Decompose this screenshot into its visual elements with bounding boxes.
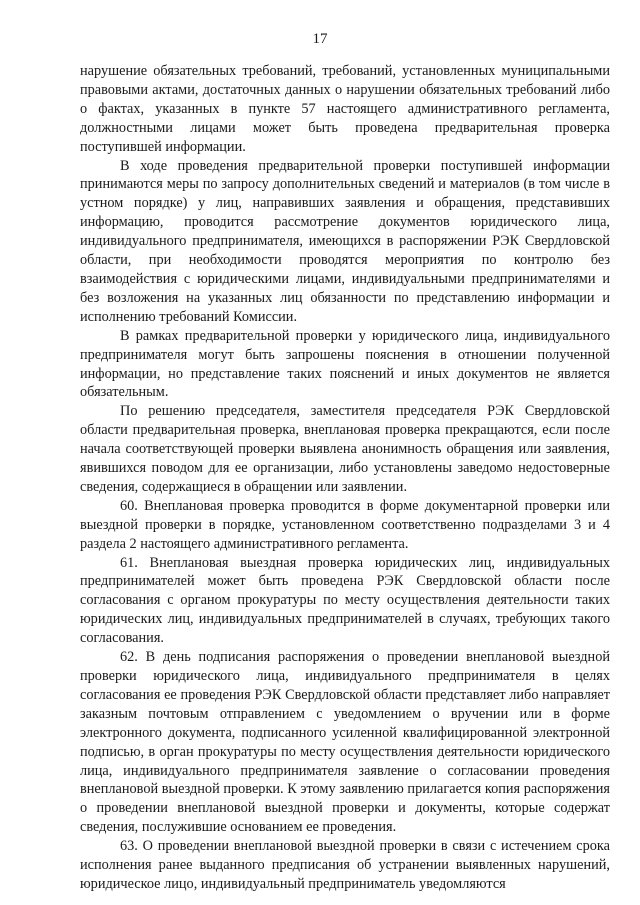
paragraph: По решению председателя, заместителя председателя РЭК Свердловской области предварительная проверка, внеплановая проверка прекращаются, если после начала соответствующей проверки выявлена анонимность обращения или заявления, явившихся поводом для ее организации, либо установлены заведомо недостоверные сведения, содержащиеся в обращении или заявлении.	[80, 403, 610, 495]
paragraph: В рамках предварительной проверки у юридического лица, индивидуального предпринимателя могут быть запрошены пояснения в отношении полученной информации, но представление таких пояснений и иных документов не является обязательным.	[80, 327, 610, 401]
paragraph: 63. О проведении внеплановой выездной проверки в связи с истечением срока исполнения ранее выданного предписания об устранении выявленных нарушений, юридическое лицо, индивидуальный предприниматель уведомляются	[80, 838, 610, 892]
paragraph: нарушение обязательных требований, требований, установленных муниципальными правовыми актами, достаточных данных о нарушении обязательных требований либо о фактах, указанных в пункте 57 настоящего административного регламента, должностными лицами может быть проведена предварительная проверка поступившей информации.	[80, 63, 610, 155]
paragraph: 62. В день подписания распоряжения о проведении внеплановой выездной проверки юридического лица, индивидуального предпринимателя в целях согласования ее проведения РЭК Свердловской области представляет либо направляет заказным почтовым отправлением с уведомлением о вручении или в форме электронного документа, подписанного усиленной квалифицированной электронной подписью, в орган прокуратуры по месту осуществления деятельности юридического лица, индивидуального предпринимателя заявление о согласовании проведения внеплановой выездной проверки. К этому заявлению прилагается копия распоряжения о проведении внеплановой выездной проверки и документы, которые содержат сведения, послужившие основанием ее проведения.	[80, 649, 610, 836]
document-body	[80, 62, 610, 894]
paragraph: 60. Внеплановая проверка проводится в форме документарной проверки или выездной проверки в порядке, установленном соответственно подразделами 3 и 4 раздела 2 настоящего административного регламента.	[80, 497, 610, 552]
paragraph: В ходе проведения предварительной проверки поступившей информации принимаются меры по запросу дополнительных сведений и материалов (в том числе в устном порядке) у лиц, направивших заявления и обращения, представивших информацию, проводится рассмотрение документов юридического лица, индивидуального предпринимателя, имеющихся в распоряжении РЭК Свердловской области, при необходимости проводятся мероприятия по контролю без взаимодействия с юридическими лицами, индивидуальными предпринимателями и без возложения на указанных лиц обязанности по представлению информации и исполнению требований Комиссии.	[80, 157, 610, 325]
paragraph: 61. Внеплановая выездная проверка юридических лиц, индивидуальных предпринимателей может быть проведена РЭК Свердловской области после согласования с органом прокуратуры по месту осуществления деятельности таких юридических лиц, индивидуальных предпринимателей в случаях, требующих такого согласования.	[80, 554, 610, 647]
page-number: 17	[312, 31, 328, 47]
